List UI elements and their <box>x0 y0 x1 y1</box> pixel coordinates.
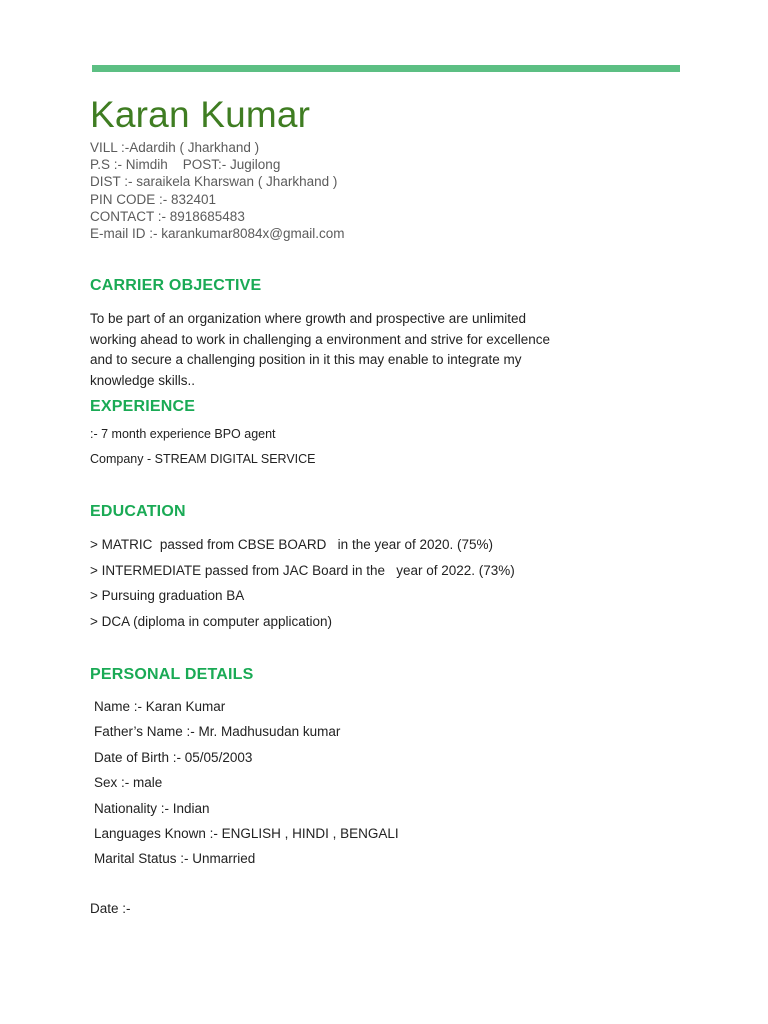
address-village: VILL :-Adardih ( Jharkhand ) <box>90 140 260 155</box>
header-accent-rule <box>92 65 680 72</box>
personal-detail-marital: Marital Status :- Unmarried <box>94 851 256 866</box>
experience-heading: EXPERIENCE <box>90 398 196 415</box>
education-heading: EDUCATION <box>90 503 186 520</box>
education-item: > MATRIC passed from CBSE BOARD in the year of 2020. (75%) <box>90 537 494 552</box>
education-item: > DCA (diploma in computer application) <box>90 614 332 629</box>
address-pin: PIN CODE :- 832401 <box>90 191 217 207</box>
contact-email: E-mail ID :- karankumar8084x@gmail.com <box>90 226 345 242</box>
candidate-name: Karan Kumar <box>90 94 311 135</box>
date-label: Date :- <box>90 901 131 916</box>
address-district: DIST :- saraikela Kharswan ( Jharkhand ) <box>90 174 338 190</box>
experience-item: Company - STREAM DIGITAL SERVICE <box>90 452 316 466</box>
personal-detail-nationality: Nationality :- Indian <box>94 801 210 816</box>
personal-detail-name: Name :- Karan Kumar <box>94 699 226 714</box>
education-item: > Pursuing graduation BA <box>90 588 245 603</box>
address-ps-post: P.S :- Nimdih POST:- Jugilong <box>90 157 281 173</box>
personal-detail-languages: Languages Known :- ENGLISH , HINDI , BENGALI <box>94 826 399 841</box>
education-item: > INTERMEDIATE passed from JAC Board in the year of 2022. (73%) <box>90 563 515 578</box>
contact-phone: CONTACT :- 8918685483 <box>90 208 245 224</box>
personal-detail-father: Father’s Name :- Mr. Madhusudan kumar <box>94 724 341 739</box>
experience-item: :- 7 month experience BPO agent <box>90 427 276 441</box>
objective-heading: CARRIER OBJECTIVE <box>90 277 262 294</box>
objective-text: To be part of an organization where growth and prospective are unlimited working ahead to work in challenging a environment and strive for excellence and to secure a challenging position in it this may enable to integrate my knowledge skills.. <box>90 311 551 388</box>
contact-block <box>90 139 345 242</box>
personal-detail-dob: Date of Birth :- 05/05/2003 <box>94 750 253 765</box>
personal-detail-sex: Sex :- male <box>94 775 163 790</box>
personal-details-heading: PERSONAL DETAILS <box>90 666 254 683</box>
